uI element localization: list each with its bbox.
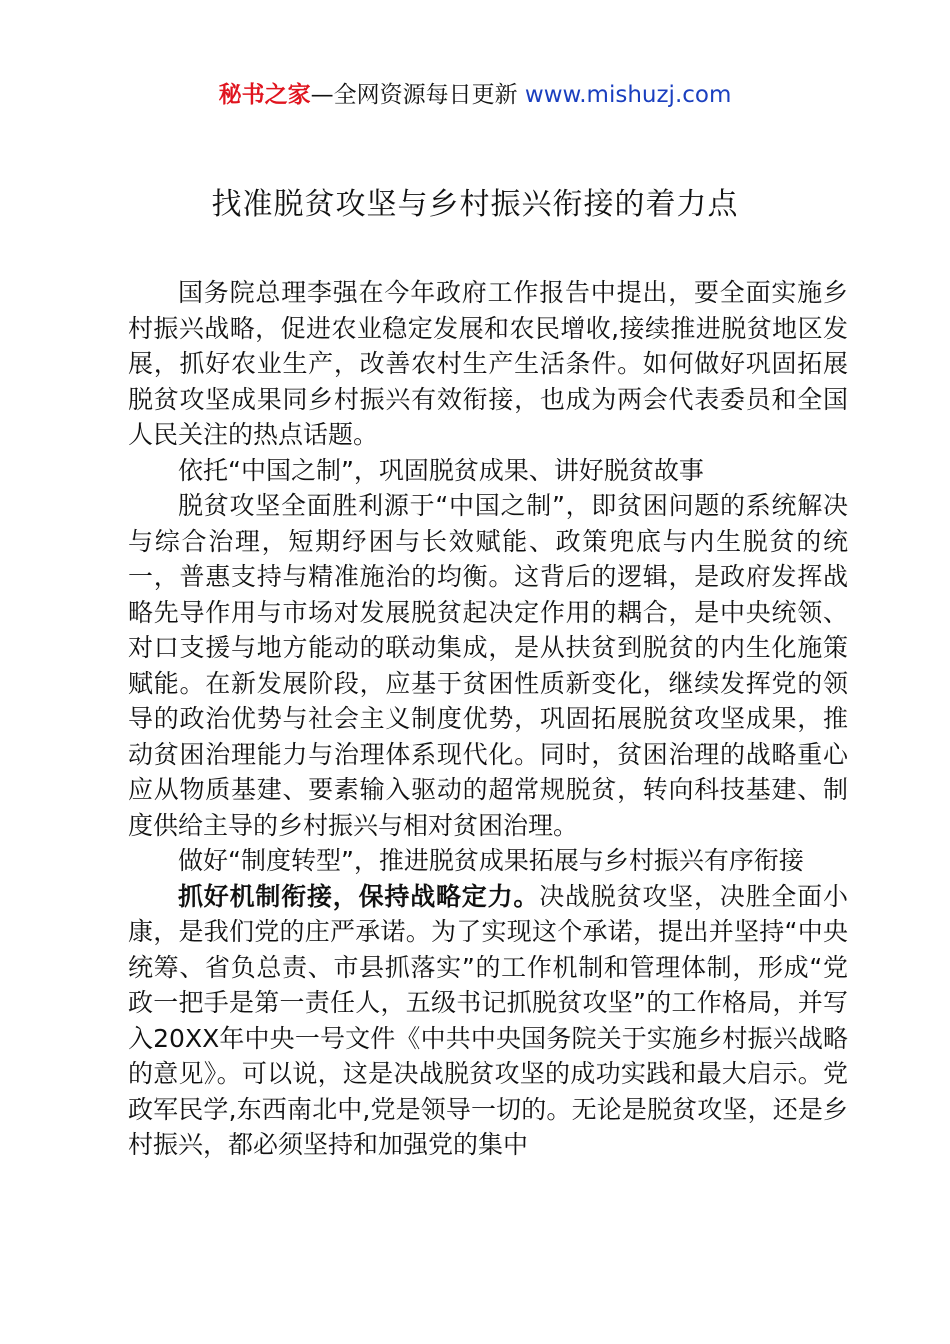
paragraph-intro: 国务院总理李强在今年政府工作报告中提出，要全面实施乡村振兴战略，促进农业稳定发展和农民增收,接续推进脱贫地区发展，抓好农业生产，改善农村生产生活条件。如何做好巩固拓展脱贫攻坚成果同乡村振兴有效衔接，也成为两会代表委员和全国人民关注的热点话题。 <box>128 278 848 449</box>
header-tagline: —全网资源每日更新 <box>310 82 518 108</box>
paragraph-section-2 <box>128 879 848 1163</box>
paragraph-section-1: 脱贫攻坚全面胜利源于“中国之制”，即贫困问题的系统解决与综合治理，短期纾困与长效赋能、政策兜底与内生脱贫的统一，普惠支持与精准施治的均衡。这背后的逻辑，是政府发挥战略先导作用与市场对发展脱贫起决定作用的耦合，是中央统领、对口支援与地方能动的联动集成，是从扶贫到脱贫的内生化施策赋能。在新发展阶段，应基于贫困性质新变化，继续发挥党的领导的政治优势与社会主义制度优势，巩固拓展脱贫攻坚成果，推动贫困治理能力与治理体系现代化。同时，贫困治理的战略重心应从物质基建、要素输入驱动的超常规脱贫，转向科技基建、制度供给主导的乡村振兴与相对贫困治理。 <box>128 491 848 840</box>
section-heading-1: 依托“中国之制”，巩固脱贫成果、讲好脱贫故事 <box>178 455 704 485</box>
document-title: 找准脱贫攻坚与乡村振兴衔接的着力点 <box>211 187 739 222</box>
document-body <box>128 275 848 1163</box>
paragraph-lead-bold: 抓好机制衔接，保持战略定力。 <box>178 881 540 911</box>
paragraph-section-2-text: 决战脱贫攻坚，决胜全面小康，是我们党的庄严承诺。为了实现这个承诺，提出并坚持“中央统筹、省负总责、市县抓落实”的工作机制和管理体制，形成“党政一把手是第一责任人，五级书记抓脱贫攻坚”的工作格局，并写入20XX年中央一号文件《中共中央国务院关于实施乡村振兴战略的意见》。可以说，这是决战脱贫攻坚的成功实践和最大启示。党政军民学,东西南北中,党是领导一切的。无论是脱贫攻坚，还是乡村振兴，都必须坚持和加强党的集中 <box>128 881 848 1159</box>
site-header <box>0 78 950 112</box>
site-url-link[interactable]: www.mishuzj.com <box>524 82 732 108</box>
section-heading-2: 做好“制度转型”，推进脱贫成果拓展与乡村振兴有序衔接 <box>178 846 804 875</box>
brand-name: 秘书之家 <box>218 82 311 108</box>
